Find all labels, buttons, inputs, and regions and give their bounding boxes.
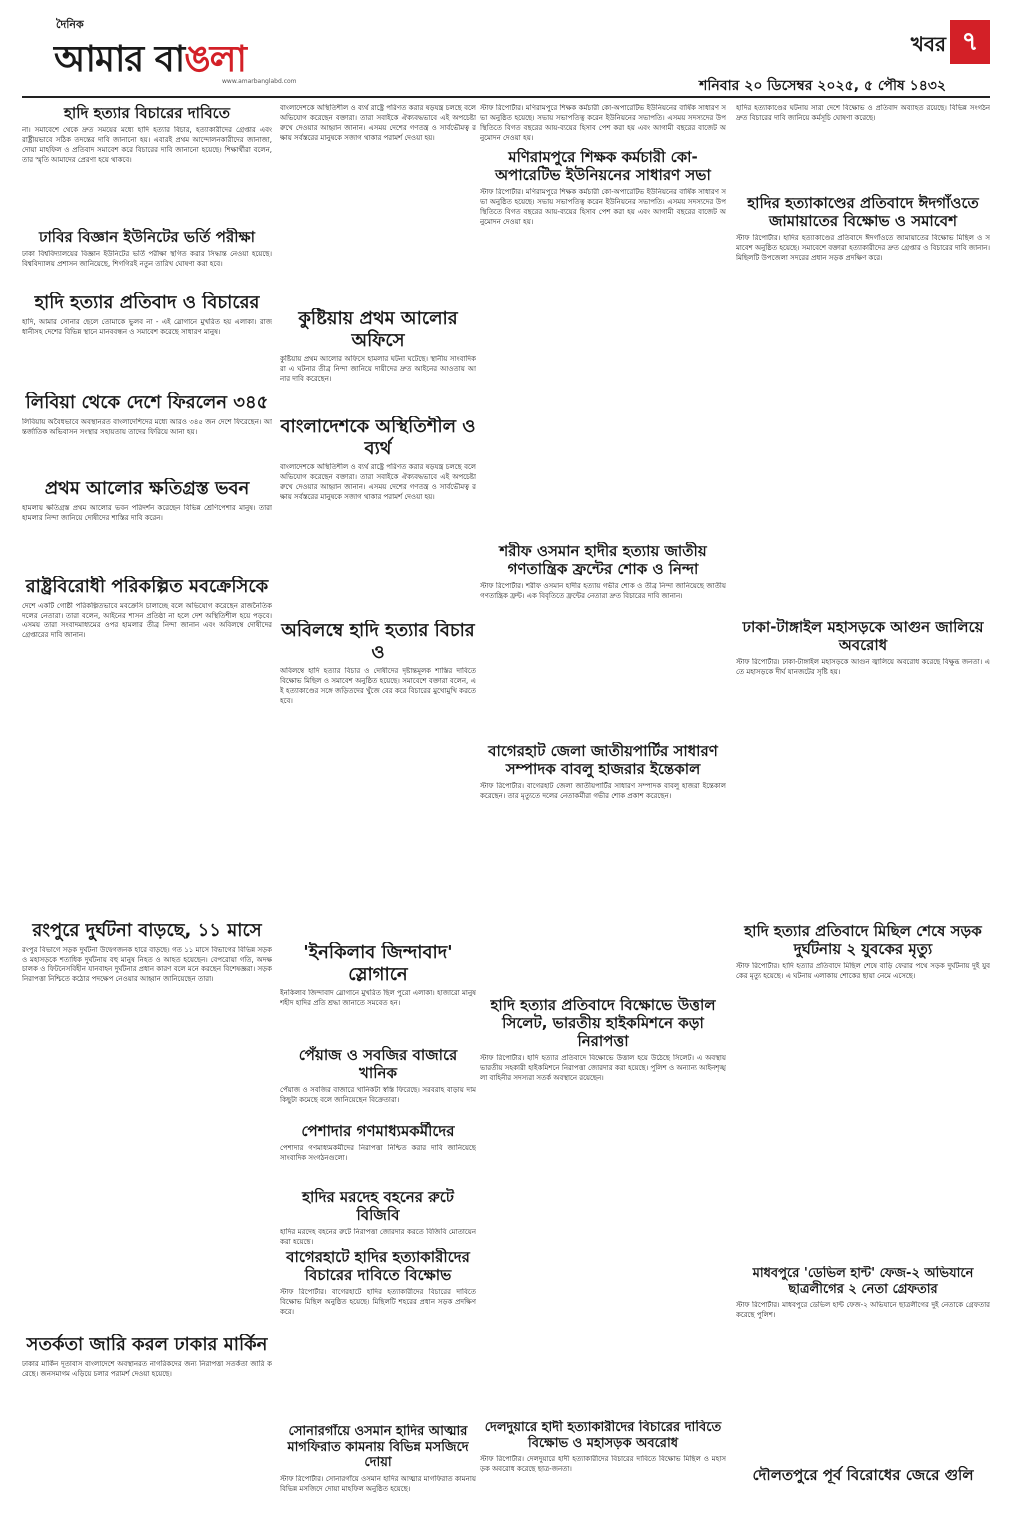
- article-b4: [280, 942, 476, 1042]
- page-number-badge: ৭: [950, 20, 990, 64]
- headline: হাদি হত্যার বিচারের দাবিতে: [64, 104, 230, 122]
- headline: হাদি হত্যার প্রতিবাদে মিছিল শেষে সড়ক দুর্ঘটনায় ২ যুবকের মৃত্যু: [744, 922, 982, 958]
- article-c2: [480, 542, 726, 738]
- article-body: স্টাফ রিপোর্টার। মণিরামপুরে শিক্ষক কর্মচারী কো-অপারেটিভ ইউনিয়নের বার্ষিক সাধারণ সভা অনুষ্ঠিত হয়েছে। সভায় সভাপতিত্ব করেন ইউনিয়নের সভাপতি। এসময় সদস্যদের উপস্থিতিতে বিগত বছরের আয়-ব্যয়ের হিসাব পেশ করা হয় এবং আগামী বছরের বাজেট অনুমোদন দেওয়া হয়।: [480, 188, 726, 226]
- article-body: রংপুর বিভাগে সড়ক দুর্ঘটনা উদ্বেগজনক হারে বাড়ছে। গত ১১ মাসে বিভাগের বিভিন্ন সড়ক ও মহাসড়কে শতাধিক দুর্ঘটনায় বহু মানুষ নিহত ও আহত হয়েছেন। বেপরোয়া গতি, অদক্ষ চালক ও ফিটনেসবিহীন যানবাহন দুর্ঘটনার প্রধান কারণ বলে মনে করছেন বিশেষজ্ঞরা। সড়ক নিরাপত্তা নিশ্চিতে কঠোর পদক্ষেপ নেওয়ার আহ্বান জানিয়েছেন তারা।: [22, 945, 272, 984]
- newspaper-logo: [54, 32, 246, 92]
- article-d2: [736, 194, 990, 614]
- column-4: [736, 104, 990, 1512]
- article-body: ঢাকা বিশ্ববিদ্যালয়ের বিজ্ঞান ইউনিটের ভর্তি পরীক্ষা স্থগিত করার সিদ্ধান্ত নেওয়া হয়েছে। বিশ্ববিদ্যালয় প্রশাসন জানিয়েছে, শিগগিরই নতুন তারিখ ঘোষণা করা হবে।: [22, 250, 272, 268]
- headline: ঢাবির বিজ্ঞান ইউনিটের ভর্তি পরীক্ষা: [38, 228, 256, 246]
- article-b1: [280, 308, 476, 412]
- headline: পেঁয়াজ ও সবজির বাজারে খানিক: [298, 1046, 458, 1082]
- headline: অবিলম্বে হাদি হত্যার বিচার ও: [281, 620, 475, 663]
- column-1: [22, 104, 272, 1512]
- headline: হাদি হত্যার প্রতিবাদে বিক্ষোভে উত্তাল সিলেট, ভারতীয় হাইকমিশনে কড়া নিরাপত্তা: [490, 996, 716, 1050]
- article-body: স্টাফ রিপোর্টার। বাগেরহাটে হাদির হত্যাকারীদের বিচারের দাবিতে বিক্ষোভ মিছিল অনুষ্ঠিত হয়েছে। মিছিলটি শহরের প্রধান সড়ক প্রদক্ষিণ করে।: [280, 1288, 476, 1316]
- headline: প্রথম আলোর ক্ষতিগ্রস্ত ভবন: [44, 478, 250, 499]
- article-body: অবিলম্বে হাদি হত্যার বিচার ও দোষীদের দৃষ্টান্তমূলক শাস্তির দাবিতে বিক্ষোভ মিছিল ও সমাবেশ অনুষ্ঠিত হয়েছে। সমাবেশে বক্তারা বলেন, এই হত্যাকাণ্ডের সঙ্গে জড়িতদের খুঁজে বের করে বিচারের মুখোমুখি করতে হবে।: [280, 667, 476, 705]
- column-3: [480, 104, 726, 1512]
- article-b9: [280, 1424, 476, 1512]
- article-b3: [280, 620, 476, 938]
- article-continuation: [480, 104, 726, 144]
- article-b2: [280, 416, 476, 616]
- article-c3: [480, 742, 726, 992]
- article-body: দেশে একটি গোষ্ঠী পরিকল্পিতভাবে মবক্রেসি চালাচ্ছে বলে অভিযোগ করেছেন রাজনৈতিক দলের নেতারা। তারা বলেন, আইনের শাসন প্রতিষ্ঠা না হলে দেশ অস্থিতিশীল হয়ে পড়বে। এসময় তারা সংবাদমাধ্যমের ওপর হামলার তীব্র নিন্দা জানান এবং অবিলম্বে দোষীদের গ্রেপ্তারের দাবি জানান।: [22, 601, 272, 640]
- article-body: স্টাফ রিপোর্টার। হাদির হত্যাকাণ্ডের প্রতিবাদে ঈদগাঁওতে জামায়াতের বিক্ষোভ মিছিল ও সমাবেশ অনুষ্ঠিত হয়েছে। সমাবেশে বক্তারা হত্যাকারীদের দ্রুত গ্রেপ্তার ও বিচারের দাবি জানান। মিছিলটি উপজেলা সদরের প্রধান সড়ক প্রদক্ষিণ করে।: [736, 234, 990, 262]
- headline: হাদির হত্যাকাণ্ডের প্রতিবাদে ঈদগাঁওতে জামায়াতের বিক্ষোভ ও সমাবেশ: [747, 194, 979, 230]
- article-body: স্টাফ রিপোর্টার। দেলদুয়ারে হাদী হত্যাকারীদের বিচারের দাবিতে বিক্ষোভ মিছিল ও মহাসড়ক অবরোধ করেছে ছাত্র-জনতা।: [480, 1455, 726, 1474]
- article-body: স্টাফ রিপোর্টার। সোনারগাঁয়ে ওসমান হাদির আত্মার মাগফিরাত কামনায় বিভিন্ন মসজিদে দোয়া মাহফিল অনুষ্ঠিত হয়েছে।: [280, 1474, 476, 1493]
- headline: হাদির মরদেহ বহনের রুটে বিজিবি: [302, 1188, 454, 1224]
- article-a6: [22, 576, 272, 916]
- headline: মাধবপুরে 'ডেভিল হান্ট' ফেজ-২ অভিযানে ছাত্রলীগের ২ নেতা গ্রেফতার: [752, 1266, 974, 1297]
- article-a1: [22, 104, 272, 224]
- article-a5: [22, 478, 272, 572]
- headline: শরীফ ওসমান হাদীর হত্যায় জাতীয় গণতান্ত্রিক ফ্রন্টের শোক ও নিন্দা: [499, 542, 707, 578]
- headline: লিবিয়া থেকে দেশে ফিরলেন ৩৪৫: [25, 392, 269, 413]
- article-body: স্টাফ রিপোর্টার। মণিরামপুরে শিক্ষক কর্মচারী কো-অপারেটিভ ইউনিয়নের বার্ষিক সাধারণ সভা অনুষ্ঠিত হয়েছে। সভায় সভাপতিত্ব করেন ইউনিয়নের সভাপতি। এসময় সদস্যদের উপস্থিতিতে বিগত বছরের আয়-ব্যয়ের হিসাব পেশ করা হয় এবং আগামী বছরের বাজেট অনুমোদন দেওয়া হয়।: [480, 104, 726, 142]
- column-2: [280, 104, 476, 1512]
- article-body: লিবিয়ায় অবৈধভাবে অবস্থানরত বাংলাদেশিদের মধ্যে আরও ৩৪৫ জন দেশে ফিরেছেন। আন্তর্জাতিক অভিবাসন সংস্থার সহায়তায় তাদের ফিরিয়ে আনা হয়।: [22, 417, 272, 436]
- headline: রাষ্ট্রবিরোধী পরিকল্পিত মবক্রেসিকে: [25, 576, 269, 597]
- article-b5: [280, 1046, 476, 1118]
- masthead-divider: [22, 96, 990, 98]
- article-body: স্টাফ রিপোর্টার। বাগেরহাট জেলা জাতীয়পার্টির সাধারণ সম্পাদক বাবলু হাজরা ইন্তেকাল করেছেন। তার মৃত্যুতে দলের নেতাকর্মীরা গভীর শোক প্রকাশ করেছেন।: [480, 782, 726, 800]
- article-c4: [480, 996, 726, 1416]
- headline: দেলদুয়ারে হাদী হত্যাকারীদের বিচারের দাবিতে বিক্ষোভ ও মহাসড়ক অবরোধ: [484, 1420, 722, 1451]
- headline: দৌলতপুরে পূর্ব বিরোধের জেরে গুলি: [752, 1466, 974, 1484]
- article-continuation: [280, 104, 476, 304]
- article-body: স্টাফ রিপোর্টার। ঢাকা-টাঙ্গাইল মহাসড়কে আগুন জ্বালিয়ে অবরোধ করেছে বিক্ষুব্ধ জনতা। এতে মহাসড়কে দীর্ঘ যানজটের সৃষ্টি হয়।: [736, 658, 990, 676]
- logo-text-right: ঙলা: [184, 39, 246, 80]
- headline: মণিরামপুরে শিক্ষক কর্মচারী কো-অপারেটিভ ইউনিয়নের সাধারণ সভা: [495, 148, 711, 184]
- headline: কুষ্টিয়ায় প্রথম আলোর অফিসে: [298, 308, 458, 351]
- headline: ঢাকা-টাঙ্গাইল মহাসড়কে আগুন জালিয়ে অবরোধ: [742, 618, 984, 654]
- headline: বাগেরহাটে হাদির হত্যাকারীদের বিচারের দাবিতে বিক্ষোভ: [286, 1248, 470, 1284]
- article-body: হাদি, আমার সোনার ছেলে তোমাকে ভুলব না - এই স্লোগানে মুখরিত হয় এলাকা। রাজধানীসহ দেশের বিভিন্ন স্থানে মানববন্ধন ও সমাবেশ করেছে সাধারণ মানুষ।: [22, 317, 272, 336]
- article-body: ঢাকার মার্কিন দূতাবাস বাংলাদেশে অবস্থানরত নাগরিকদের জন্য নিরাপত্তা সতর্কতা জারি করেছে। জনসমাগম এড়িয়ে চলার পরামর্শ দেওয়া হয়েছে।: [22, 1359, 272, 1378]
- headline: 'ইনকিলাব জিন্দাবাদ' স্লোগানে: [303, 942, 453, 985]
- headline: রংপুরে দুর্ঘটনা বাড়ছে, ১১ মাসে: [32, 920, 262, 941]
- article-body: পেঁয়াজ ও সবজির বাজারে খানিকটা স্বস্তি ফিরেছে। সরবরাহ বাড়ায় দাম কিছুটা কমেছে বলে জানিয়েছেন বিক্রেতারা।: [280, 1086, 476, 1104]
- headline: সোনারগাঁয়ে ওসমান হাদির আত্মার মাগফিরাত কামনায় বিভিন্ন মসজিদে দোয়া: [287, 1424, 469, 1471]
- article-d1: [736, 104, 990, 190]
- article-body: স্টাফ রিপোর্টার। হাদি হত্যার প্রতিবাদে মিছিল শেষে বাড়ি ফেরার পথে সড়ক দুর্ঘটনায় দুই যুবকের মৃত্যু হয়েছে। এ ঘটনায় এলাকায় শোকের ছায়া নেমে এসেছে।: [736, 962, 990, 980]
- article-a3: [22, 292, 272, 388]
- article-a2: [22, 228, 272, 288]
- headline: হাদি হত্যার প্রতিবাদ ও বিচারের: [34, 292, 260, 313]
- article-b8: [280, 1248, 476, 1420]
- article-b6: [280, 1122, 476, 1184]
- article-body: ইনকিলাব জিন্দাবাদ স্লোগানে মুখরিত ছিল পুরো এলাকা। হাজারো মানুষ শহীদ হাদির প্রতি শ্রদ্ধা জানাতে সমবেত হন।: [280, 989, 476, 1008]
- section-label: খবর: [910, 32, 946, 56]
- article-body: স্টাফ রিপোর্টার। হাদি হত্যার প্রতিবাদে বিক্ষোভে উত্তাল হয়ে উঠেছে সিলেট। এ অবস্থায় ভারতীয় সহকারী হাইকমিশনে নিরাপত্তা জোরদার করা হয়েছে। পুলিশ ও অন্যান্য আইনশৃঙ্খলা বাহিনীর সদস্যরা সতর্ক অবস্থানে রয়েছেন।: [480, 1054, 726, 1082]
- masthead: [22, 8, 990, 100]
- article-d4: [736, 922, 990, 1262]
- article-c5: [480, 1420, 726, 1512]
- article-body: স্টাফ রিপোর্টার। শরীফ ওসমান হাদীর হত্যায় গভীর শোক ও তীব্র নিন্দা জানিয়েছে জাতীয় গণতান্ত্রিক ফ্রন্ট। এক বিবৃতিতে ফ্রন্টের নেতারা দ্রুত বিচারের দাবি জানান।: [480, 582, 726, 600]
- article-c1: [480, 148, 726, 538]
- article-d3: [736, 618, 990, 918]
- website-url: www.amarbanglabd.com: [222, 78, 297, 85]
- article-body: হাদির মরদেহ বহনের রুটে নিরাপত্তা জোরদার করতে বিজিবি মোতায়েন করা হয়েছে।: [280, 1228, 476, 1244]
- headline: বাংলাদেশকে অস্থিতিশীল ও ব্যর্থ: [280, 416, 476, 459]
- article-d5: [736, 1266, 990, 1462]
- issue-date: শনিবার ২০ ডিসেম্বর ২০২৫, ৫ পৌষ ১৪৩২: [699, 78, 946, 94]
- article-body: বাংলাদেশকে অস্থিতিশীল ও ব্যর্থ রাষ্ট্রে পরিণত করার ষড়যন্ত্র চলছে বলে অভিযোগ করেছেন বক্তারা। তারা সবাইকে ঐক্যবদ্ধভাবে এই অপচেষ্টা রুখে দেওয়ার আহ্বান জানান। এসময় দেশের গণতন্ত্র ও সার্বভৌমত্ব রক্ষায় সর্বস্তরের মানুষকে সজাগ থাকার পরামর্শ দেওয়া হয়।: [280, 104, 476, 142]
- masthead-small-label: দৈনিক: [56, 18, 84, 31]
- article-body: পেশাদার গণমাধ্যমকর্মীদের নিরাপত্তা নিশ্চিত করার দাবি জানিয়েছে সাংবাদিক সংগঠনগুলো।: [280, 1144, 476, 1162]
- article-body: বাংলাদেশকে অস্থিতিশীল ও ব্যর্থ রাষ্ট্রে পরিণত করার ষড়যন্ত্র চলছে বলে অভিযোগ করেছেন বক্তারা। তারা সবাইকে ঐক্যবদ্ধভাবে এই অপচেষ্টা রুখে দেওয়ার আহ্বান জানান। এসময় দেশের গণতন্ত্র ও সার্বভৌমত্ব রক্ষায় সর্বস্তরের মানুষকে সজাগ থাকার পরামর্শ দেওয়া হয়।: [280, 463, 476, 501]
- article-body: স্টাফ রিপোর্টার। মাধবপুরে ডেভিল হান্ট ফেজ-২ অভিযানে ছাত্রলীগের দুই নেতাকে গ্রেফতার করেছে পুলিশ।: [736, 1301, 990, 1320]
- article-body: হাদির হত্যাকাণ্ডের ঘটনায় সারা দেশে বিক্ষোভ ও প্রতিবাদ অব্যাহত রয়েছে। বিভিন্ন সংগঠন দ্রুত বিচারের দাবি জানিয়ে কর্মসূচি ঘোষণা করেছে।: [736, 104, 990, 122]
- article-body: না। সমাবেশে থেকে দ্রুত সময়ের মধ্যে হাদি হত্যার বিচার, হত্যাকারীদের গ্রেপ্তার এবং রাষ্ট্রীয়ভাবে সঠিক তদন্তের দাবি জানানো হয়। এবারই প্রথম আন্দোলনকারীদের জানাজা, দোয়া মাহফিল ও প্রতিবাদ সমাবেশ করে বিচারের দাবি জানানো হয়েছে। শিক্ষার্থীরা বলেন, তার স্মৃতি আমাদের প্রেরণা হয়ে থাকবে।: [22, 126, 272, 164]
- logo-text-left: আমার বা: [54, 39, 185, 80]
- article-b7: [280, 1188, 476, 1244]
- headline: পেশাদার গণমাধ্যমকর্মীদের: [301, 1122, 455, 1140]
- article-a7: [22, 920, 272, 1330]
- article-body: কুষ্টিয়ায় প্রথম আলোর অফিসে হামলার ঘটনা ঘটেছে। স্থানীয় সাংবাদিকরা এ ঘটনার তীব্র নিন্দা জানিয়ে দায়ীদের দ্রুত আইনের আওতায় আনার দাবি করেছেন।: [280, 355, 476, 384]
- article-a4: [22, 392, 272, 474]
- headline: বাগেরহাট জেলা জাতীয়পার্টির সাধারণ সম্পাদক বাবলু হাজরার ইন্তেকাল: [488, 742, 718, 778]
- article-d6: [736, 1466, 990, 1512]
- article-a8: [22, 1334, 272, 1512]
- article-body: হামলায় ক্ষতিগ্রস্ত প্রথম আলোর ভবন পরিদর্শন করেছেন বিভিন্ন শ্রেণিপেশার মানুষ। তারা হামলার নিন্দা জানিয়ে দোষীদের শাস্তির দাবি করেন।: [22, 503, 272, 522]
- headline: সতর্কতা জারি করল ঢাকার মার্কিন: [26, 1334, 268, 1355]
